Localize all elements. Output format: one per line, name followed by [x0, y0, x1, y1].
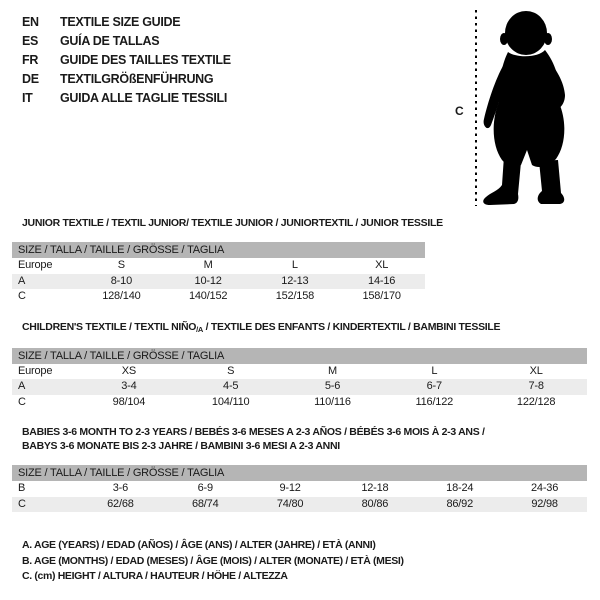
language-label: TEXTILGRÖßENFÜHRUNG	[60, 72, 214, 86]
size-cell: M	[328, 364, 337, 377]
children-section-title	[22, 321, 588, 336]
children-size-table	[12, 348, 587, 411]
table-row	[12, 274, 425, 290]
children-title-pre: CHILDREN'S TEXTILE / TEXTIL NIÑO	[22, 320, 197, 333]
language-row	[22, 70, 231, 89]
size-guide-content	[12, 217, 588, 585]
size-cell: 62/68	[107, 497, 134, 510]
table-row	[12, 258, 425, 274]
size-cell: 122/128	[516, 395, 556, 408]
size-cell: XL	[375, 259, 389, 271]
table-row	[12, 364, 587, 380]
size-cell: 9-12	[279, 482, 301, 494]
size-cell: 80/86	[361, 497, 389, 510]
babies-size-table	[12, 465, 587, 512]
size-cell: 7-8	[528, 380, 544, 392]
table-row	[12, 289, 425, 305]
children-title-subscript: /A	[196, 324, 204, 334]
size-cell: 6-9	[197, 482, 213, 494]
size-header-bar: SIZE / TALLA / TAILLE / GRÖSSE / TAGLIA	[12, 348, 587, 364]
language-label: GUIDE DES TAILLES TEXTILE	[60, 53, 231, 67]
note-age-months: B. AGE (MONTHS) / EDAD (MESES) / ÂGE (MOIS) / ALTER (MONATE) / ETÀ (MESI)	[22, 554, 404, 567]
junior-size-table	[12, 242, 425, 305]
language-label: GUÍA DE TALLAS	[60, 34, 160, 48]
baby-silhouette-icon	[478, 6, 590, 206]
row-label: A	[18, 274, 26, 287]
table-row	[12, 481, 587, 497]
size-cell: 4-5	[223, 380, 239, 392]
junior-section-title: JUNIOR TEXTILE / TEXTIL JUNIOR/ TEXTILE JUNIOR / JUNIORTEXTIL / JUNIOR TESSILE	[22, 217, 443, 229]
size-cell: M	[203, 259, 213, 271]
language-code: DE	[22, 72, 39, 86]
size-cell: 152/158	[275, 290, 315, 302]
size-cell: 10-12	[194, 274, 222, 287]
measure-c-label: C	[455, 104, 464, 118]
size-cell: S	[117, 259, 125, 271]
row-label: Europe	[18, 364, 53, 377]
language-code: FR	[22, 53, 39, 67]
size-cell: 68/74	[191, 497, 219, 510]
size-cell: 116/122	[415, 395, 454, 408]
size-cell: 14-16	[368, 274, 396, 287]
height-measure-figure	[450, 6, 595, 208]
row-label: A	[18, 380, 26, 392]
note-height-cm: C. (cm) HEIGHT / ALTURA / HAUTEUR / HÖHE / ALTEZZA	[22, 570, 288, 582]
size-cell: 140/152	[188, 290, 228, 302]
language-row	[22, 51, 231, 70]
language-code: IT	[22, 91, 33, 105]
note-age-years: A. AGE (YEARS) / EDAD (AÑOS) / ÂGE (ANS) / ALTER (JAHRE) / ETÀ (ANNI)	[22, 539, 376, 551]
language-code: EN	[22, 15, 39, 29]
size-cell: L	[291, 259, 298, 271]
row-label: C	[18, 395, 26, 408]
size-cell: 12-18	[361, 482, 389, 494]
size-cell: 8-10	[110, 274, 132, 287]
size-cell: 128/140	[102, 290, 141, 302]
babies-section-title-line1: BABIES 3-6 MONTH TO 2-3 YEARS / BEBÉS 3-6 MESES A 2-3 AÑOS / BÉBÉS 3-6 MOIS À 2-3 ANS /	[22, 426, 485, 438]
size-cell: 98/104	[112, 395, 146, 408]
legend-notes	[22, 538, 588, 585]
table-row	[12, 497, 587, 513]
language-label: TEXTILE SIZE GUIDE	[60, 15, 181, 29]
babies-section-title-line2: BABYS 3-6 MONATE BIS 2-3 JAHRE / BAMBINI 3-6 MESI A 2-3 ANNI	[22, 440, 340, 452]
row-label: Europe	[18, 259, 53, 271]
size-cell: 12-13	[281, 274, 309, 287]
row-label: C	[18, 497, 26, 510]
height-dotted-line	[475, 10, 477, 206]
language-row	[22, 89, 231, 108]
size-cell: 5-6	[324, 380, 341, 392]
size-header-bar: SIZE / TALLA / TAILLE / GRÖSSE / TAGLIA	[12, 242, 425, 258]
table-row	[12, 379, 587, 395]
size-cell: XL	[529, 364, 543, 377]
language-row	[22, 13, 231, 32]
size-cell: 6-7	[426, 380, 442, 392]
size-cell: 24-36	[531, 482, 559, 494]
size-header-bar: SIZE / TALLA / TAILLE / GRÖSSE / TAGLIA	[12, 465, 587, 481]
size-cell: S	[227, 364, 235, 377]
language-label: GUIDA ALLE TAGLIE TESSILI	[60, 91, 228, 105]
size-cell: 86/92	[446, 497, 473, 510]
size-cell: 110/116	[314, 395, 351, 408]
language-row	[22, 32, 231, 51]
size-cell: 74/80	[276, 497, 304, 510]
language-code: ES	[22, 34, 39, 48]
size-cell: 3-6	[112, 482, 129, 494]
size-cell: 3-4	[121, 380, 137, 392]
size-cell: 158/170	[362, 290, 401, 302]
row-label: C	[18, 290, 26, 302]
size-cell: 92/98	[531, 497, 558, 510]
children-title-post: / TEXTILE DES ENFANTS / KINDERTEXTIL / BAMBINI TESSILE	[203, 320, 501, 333]
table-row	[12, 395, 587, 411]
row-label: B	[18, 482, 26, 494]
size-cell: 18-24	[446, 482, 474, 494]
size-cell: XS	[121, 364, 137, 377]
language-list	[22, 13, 231, 108]
size-cell: L	[431, 364, 438, 377]
size-cell: 104/110	[211, 395, 250, 408]
